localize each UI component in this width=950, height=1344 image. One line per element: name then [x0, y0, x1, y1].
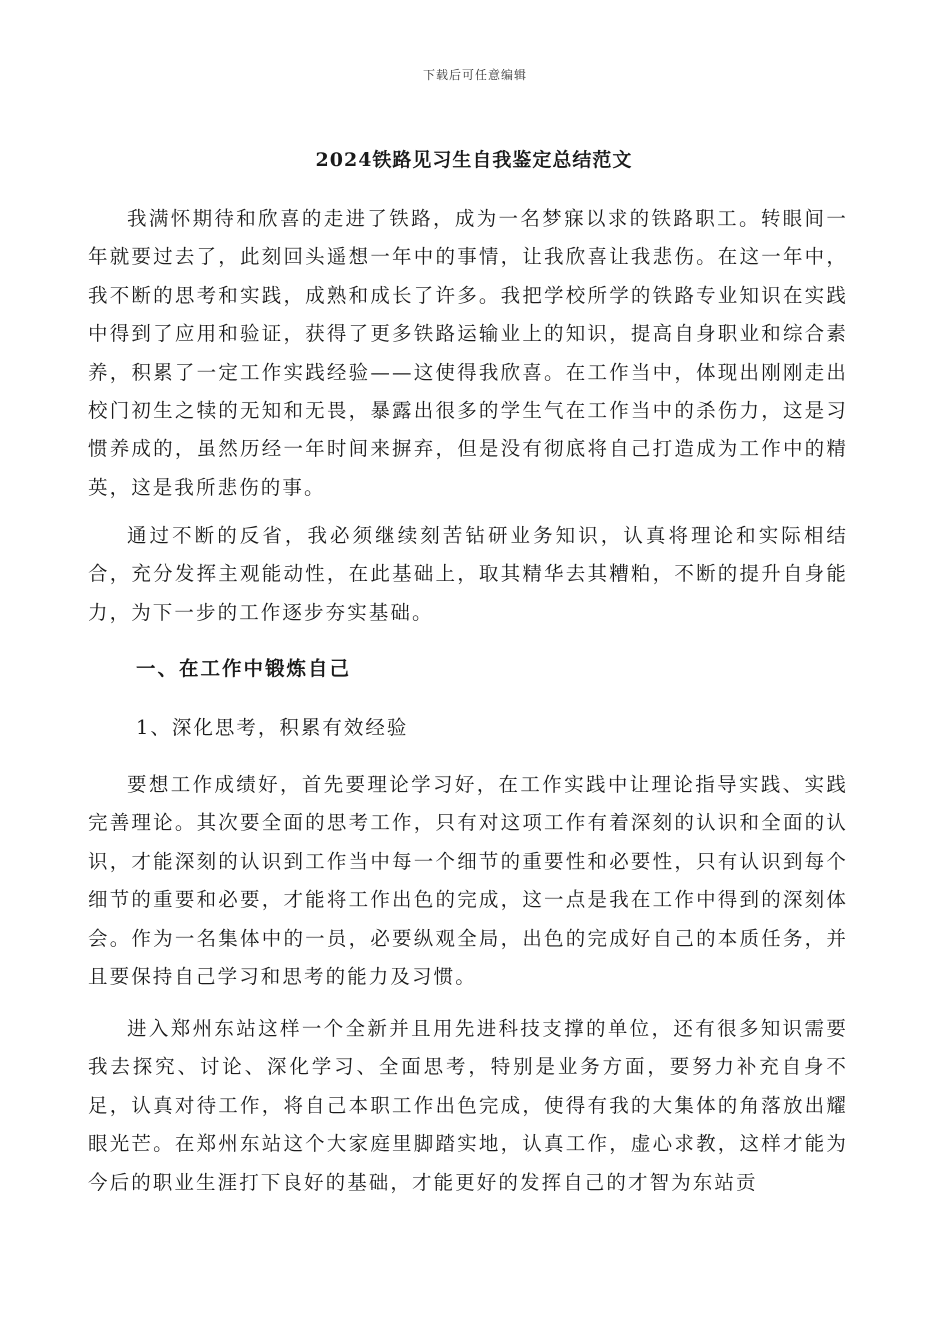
paragraph-theory-practice: 要想工作成绩好，首先要理论学习好，在工作实践中让理论指导实践、实践完善理论。其次要全面的思考工作，只有对这项工作有着深刻的认识和全面的认识，才能深刻的认识到工作当中每一个细节的重要性和必要性，只有认识到每个细节的重要和必要，才能将工作出色的完成，这一点是我在工作中得到的深刻体会。作为一名集体中的一员，必要纵观全局，出色的完成好自己的本质任务，并且要保持自己学习和思考的能力及习惯。: [88, 773, 848, 989]
paragraph-zhengzhou-station: 进入郑州东站这样一个全新并且用先进科技支撑的单位，还有很多知识需要我去探究、讨论、深化学习、全面思考，特别是业务方面，要努力补充自身不足，认真对待工作，将自己本职工作出色完成，使得有我的大集体的角落放出耀眼光芒。在郑州东站这个大家庭里脚踏实地，认真工作，虚心求教，这样才能为今后的职业生涯打下良好的基础，才能更好的发挥自己的才智为东站贡: [88, 1017, 848, 1194]
document-title: 2024铁路见习生自我鉴定总结范文: [315, 149, 633, 171]
sub-heading: 1、深化思考，积累有效经验: [136, 716, 409, 739]
section-heading: 一、在工作中锻炼自己: [136, 657, 352, 680]
page-header-note: 下载后可任意编辑: [422, 68, 527, 82]
paragraph-reflection: 通过不断的反省，我必须继续刻苦钻研业务知识，认真将理论和实际相结合，充分发挥主观能动性，在此基础上，取其精华去其糟粕，不断的提升自身能力，为下一步的工作逐步夯实基础。: [88, 524, 848, 624]
paragraph-intro: 我满怀期待和欣喜的走进了铁路，成为一名梦寐以求的铁路职工。转眼间一年就要过去了，此刻回头遥想一年中的事情，让我欣喜让我悲伤。在这一年中，我不断的思考和实践，成熟和成长了许多。我把学校所学的铁路专业知识在实践中得到了应用和验证，获得了更多铁路运输业上的知识，提高自身职业和综合素养，积累了一定工作实践经验——这使得我欣喜。在工作当中，体现出刚刚走出校门初生之犊的无知和无畏，暴露出很多的学生气在工作当中的杀伤力，这是习惯养成的，虽然历经一年时间来摒弃，但是没有彻底将自己打造成为工作中的精英，这是我所悲伤的事。: [88, 207, 848, 499]
